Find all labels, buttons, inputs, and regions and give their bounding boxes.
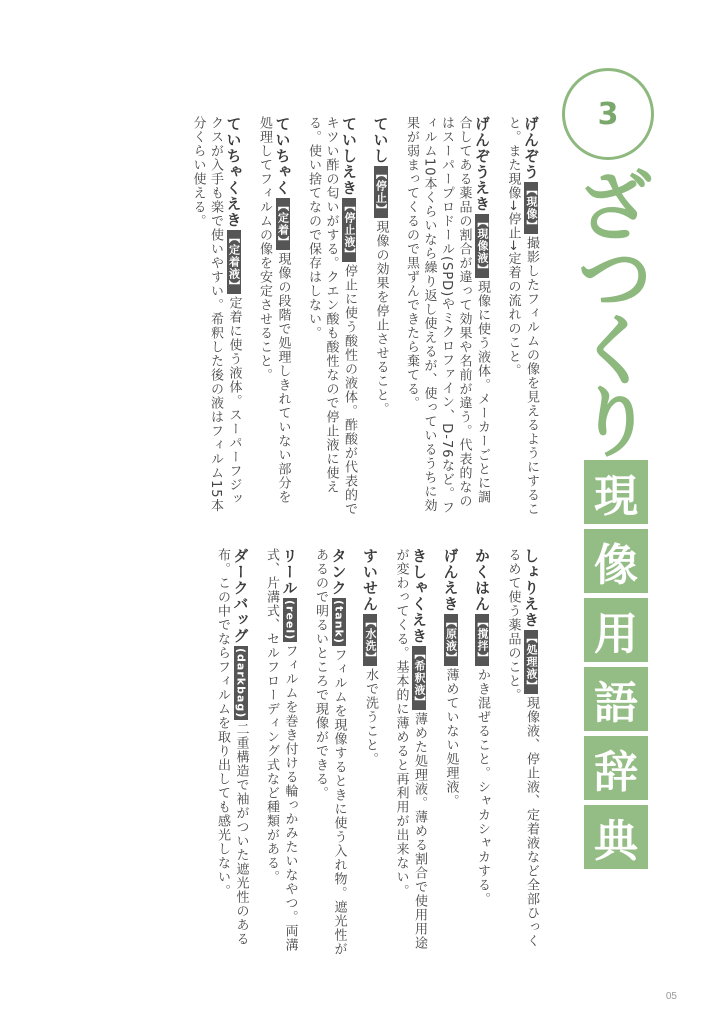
entry-term: げんえき: [441, 548, 460, 612]
page-number: 05: [665, 991, 677, 1002]
glossary-entry: [441, 548, 460, 958]
entry-term: ていちゃくえき: [224, 116, 243, 228]
entry-text: 定着に使う液体。スーパーフジックスが入手も楽で使いやすい。希釈した後の液はフィルム15本分くらい使える。: [190, 116, 242, 513]
entry-text: 水で洗うこと。: [363, 668, 378, 766]
entry-tag: 【停止液】: [343, 200, 356, 260]
glossary-entry: [312, 548, 348, 958]
entry-text: フィルムを巻き付ける輪っかみたいなやつ。両溝式、片溝式、セルフローディング式など種類がある。: [264, 548, 298, 953]
entry-tag: (darkbag): [234, 648, 248, 719]
entry-text: 撮影したフィルムの像を見えるようにすること。また現像→停止→定着の流れのこと。: [505, 116, 539, 516]
entry-term: かくはん: [473, 548, 491, 612]
entry-tag: 【停止】: [374, 168, 388, 216]
entry-tag: 【現像】: [525, 184, 538, 232]
entry-term: ていし: [371, 116, 390, 164]
sub-title: [584, 460, 648, 869]
chapter-number-badge: [562, 68, 654, 160]
glossary-entry: [305, 116, 359, 516]
entry-text: 薄めていない処理液。: [443, 668, 459, 808]
sub-title-char: 像: [584, 529, 648, 593]
entry-term: げんぞうえき: [473, 116, 491, 212]
glossary-entry: [256, 116, 292, 516]
glossary-entry: [504, 548, 540, 958]
glossary-column-bottom: [73, 548, 553, 958]
entry-text: 現像液、停止液、定着液など全部ひっくるめて使う薬品のこと。: [505, 548, 539, 948]
entry-text: フィルムを現像するときに使う入れ物。遮光性があるので明るいところで現像ができる。: [313, 548, 347, 956]
entry-term: ていしえき: [340, 116, 358, 196]
entry-text: 停止に使う酸性の液体。酢酸が代表的でキツい酢の匂いがする。クエン酸も酸性なので停止液に使える。使い捨てなので保存はしない。: [306, 116, 357, 516]
entry-tag: 【定着液】: [227, 232, 241, 292]
sub-title-char: 現: [584, 460, 648, 524]
entry-tag: 【定着】: [276, 200, 290, 248]
entry-term: きしゃくえき: [410, 548, 428, 644]
glossary-entry: [392, 548, 428, 958]
entry-text: 現像の効果を停止させること。: [373, 220, 389, 416]
entry-tag: 【処理液】: [525, 632, 538, 692]
entry-text: 現像の段階で処理しきれていない部分を処理してフィルムの像を安定させること。: [257, 116, 291, 504]
entry-text: 薄めた処理液。薄める割合で使用用途が変わってくる。基本的に薄めると再利用が出来ない。: [393, 548, 427, 950]
entry-term: ていちゃく: [273, 116, 292, 196]
glossary-entry: [473, 548, 492, 958]
entry-tag: 【撹拌】: [476, 616, 489, 664]
sub-title-char: 辞: [584, 736, 648, 800]
entry-term: げんぞう: [522, 116, 540, 180]
entry-term: ダークバッグ: [231, 548, 250, 644]
entry-term: リール: [280, 548, 299, 596]
sub-title-char: 典: [584, 805, 648, 869]
entry-tag: (reel): [283, 600, 297, 641]
entry-text: かき混ぜること。シャカシャカする。: [475, 668, 490, 906]
glossary-entry: [361, 548, 380, 958]
main-title: ざつくり: [563, 165, 653, 453]
entry-tag: 【現像液】: [476, 216, 489, 276]
entry-term: しょりえき: [522, 548, 540, 628]
sub-title-char: 語: [584, 667, 648, 731]
glossary-entry: [403, 116, 492, 516]
glossary-column-top: [73, 116, 553, 516]
entry-text: 二重構造で袖がついた遮光性のある布。この中でならフィルムを取り出しても感光しない。: [215, 548, 249, 947]
entry-tag: (tank): [332, 600, 346, 644]
entry-term: すいせん: [361, 548, 379, 612]
entry-term: タンク: [329, 548, 348, 596]
entry-tag: 【希釈液】: [413, 648, 426, 708]
entry-tag: 【水洗】: [364, 616, 377, 664]
entry-tag: 【原液】: [444, 616, 458, 664]
entry-text: 現像に使う液体。メーカーごとに調合してある薬品の割合が違って効果や名前が違う。代表的なのはスーパープロドール(SPD)やミクロファイン、D-76など。フィルム10本くらいなら繰り返し使えるが、使っているうちに効果が弱まってくるので黒ずんできたら棄てる。: [404, 116, 490, 515]
glossary-entry: [371, 116, 390, 516]
sub-title-char: 用: [584, 598, 648, 662]
chapter-number: 3: [597, 96, 619, 132]
glossary-entry: [189, 116, 243, 516]
glossary-entry: [263, 548, 299, 958]
glossary-entry: [214, 548, 250, 958]
glossary-entry: [504, 116, 540, 516]
